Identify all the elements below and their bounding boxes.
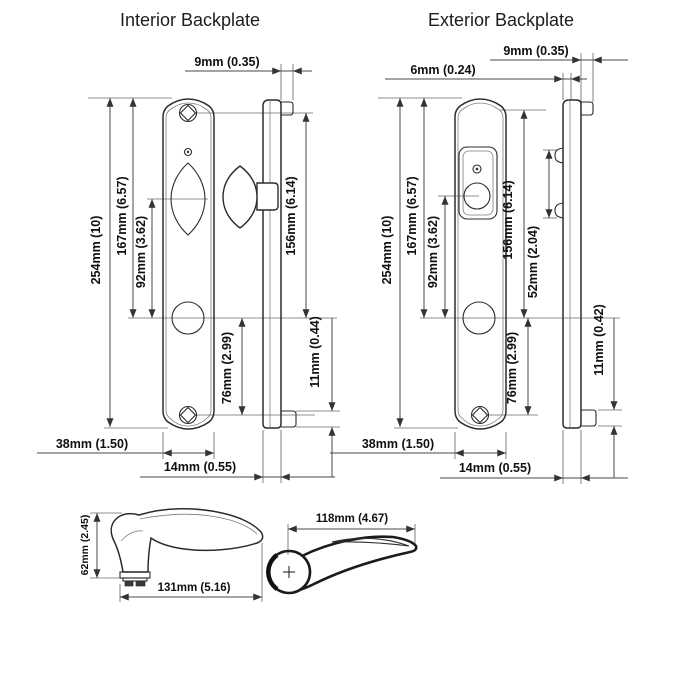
dim-exterior-overall-height: 254mm (10) xyxy=(380,215,394,285)
dim-interior-spindle-to-lower-hole: 92mm (3.62) xyxy=(134,215,148,289)
handle-side-view xyxy=(111,509,262,586)
handle-side-view-group xyxy=(79,509,263,602)
dim-interior-plate-width: 38mm (1.50) xyxy=(55,437,129,451)
dim-handle-top-length: 118mm (4.67) xyxy=(315,513,389,525)
interior-title: Interior Backplate xyxy=(119,10,261,30)
handle-top-view-group xyxy=(268,513,416,593)
dim-exterior-plate-width: 38mm (1.50) xyxy=(361,437,435,451)
exterior-front-view xyxy=(455,99,506,429)
dim-interior-top-tab: 9mm (0.35) xyxy=(194,55,260,69)
handle-side-foot-right xyxy=(136,581,145,586)
exterior-backplate-group xyxy=(330,10,628,484)
handle-top-blade-face xyxy=(332,538,409,546)
exterior-side-view xyxy=(555,100,596,428)
handle-side-blade-detail xyxy=(140,514,257,534)
exterior-dimension-labels xyxy=(362,44,606,475)
interior-thumbturn-wing xyxy=(223,166,257,228)
interior-side-profile xyxy=(263,100,281,428)
interior-thumbturn-knob xyxy=(257,183,278,210)
handle-side-base xyxy=(120,572,150,578)
dim-handle-height: 62mm (2.45) xyxy=(79,514,91,576)
interior-bottom-screw-diamond xyxy=(181,408,196,423)
exterior-dimension-lines xyxy=(330,60,628,478)
interior-top-screw-diamond xyxy=(181,106,196,121)
handle-top-boss-shading xyxy=(268,555,277,589)
dim-exterior-bottom-tab: 11mm (0.42) xyxy=(592,304,606,376)
exterior-title: Exterior Backplate xyxy=(427,10,575,30)
exterior-extension-lines xyxy=(378,53,622,484)
dim-exterior-top-to-lower-hole: 167mm (6.57) xyxy=(405,176,419,256)
interior-dimension-lines xyxy=(37,71,335,477)
interior-bottom-screw xyxy=(180,407,197,424)
interior-side-bottom-tab xyxy=(281,411,296,427)
dim-exterior-raised-section: 52mm (2.04) xyxy=(526,225,540,299)
dim-interior-lower-hole-to-bottom-screw: 76mm (2.99) xyxy=(220,331,234,405)
exterior-bottom-screw xyxy=(472,407,489,424)
exterior-side-profile xyxy=(563,100,581,428)
dim-exterior-side-top-to-lower-hole: 156mm (6.14) xyxy=(501,180,515,260)
handle-side-outline xyxy=(111,509,262,572)
handle-side-foot-left xyxy=(125,581,133,586)
dim-exterior-lower-hole-to-bottom-screw: 76mm (2.99) xyxy=(505,331,519,405)
interior-front-view xyxy=(163,99,214,429)
exterior-bottom-screw-diamond xyxy=(473,408,488,423)
exterior-side-clip-lower xyxy=(555,203,563,218)
interior-backplate-group xyxy=(37,10,340,483)
exterior-side-top-tab xyxy=(581,102,593,115)
handle-side-base-lip xyxy=(123,578,147,581)
handle-side-neck-detail xyxy=(121,531,143,541)
dim-interior-side-top-to-lower-hole: 156mm (6.14) xyxy=(284,176,298,256)
dim-exterior-cylinder-to-lower-hole: 92mm (3.62) xyxy=(426,215,440,289)
dim-interior-top-screw-to-lower-hole: 167mm (6.57) xyxy=(115,176,129,256)
handle-top-view xyxy=(268,537,416,593)
dim-exterior-top-tab: 9mm (0.35) xyxy=(503,44,569,58)
dim-exterior-plate-thickness: 6mm (0.24) xyxy=(410,63,476,77)
exterior-keyhole-dot xyxy=(476,168,479,171)
interior-small-hole-dot xyxy=(187,151,189,153)
dim-interior-overall-height: 254mm (10) xyxy=(89,215,103,285)
exterior-side-bottom-tab xyxy=(581,410,596,426)
dim-interior-bottom-tab: 11mm (0.44) xyxy=(308,316,322,388)
dim-exterior-profile-depth: 14mm (0.55) xyxy=(458,461,532,475)
dim-interior-profile-depth: 14mm (0.55) xyxy=(163,460,237,474)
interior-top-screw xyxy=(180,105,197,122)
dim-handle-length: 131mm (5.16) xyxy=(157,582,231,594)
